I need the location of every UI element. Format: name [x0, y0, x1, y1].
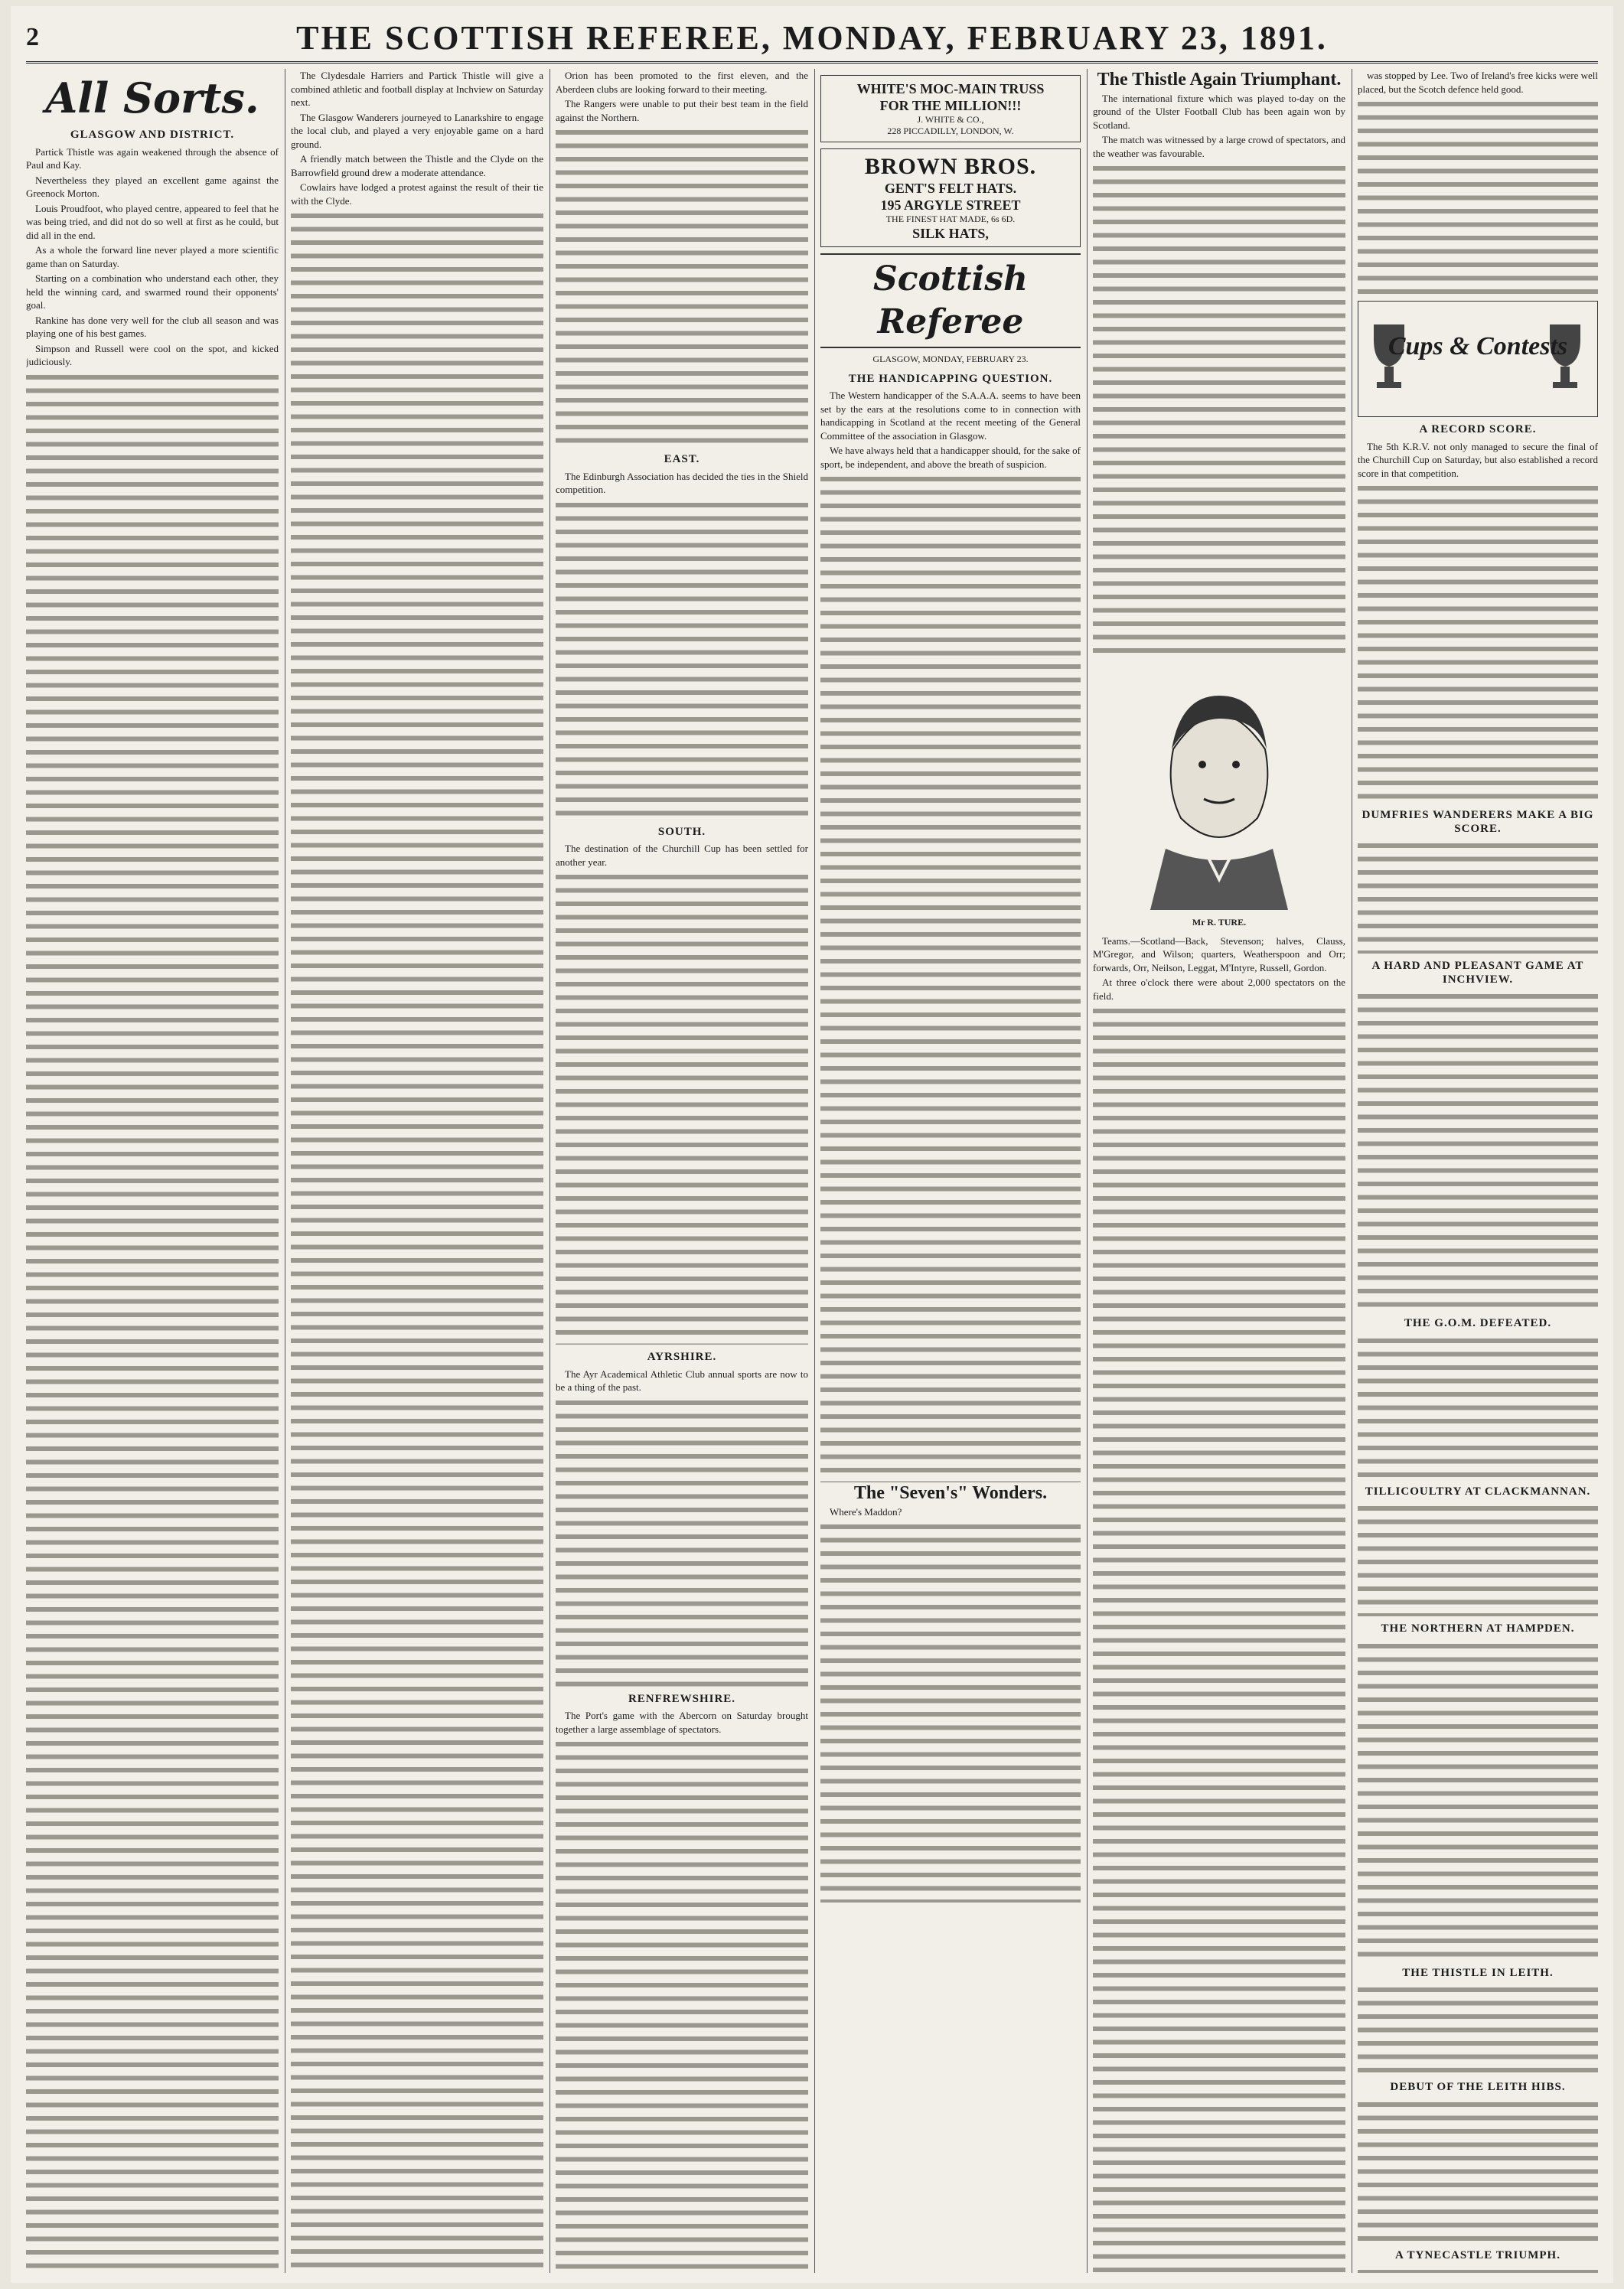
paragraph: Partick Thistle was again weakened through the absence of Paul and Kay. — [26, 145, 279, 171]
paragraph: A friendly match between the Thistle and the Clyde on the Barrowfield ground drew a moderate attendance. — [291, 153, 543, 178]
body-text-block — [1358, 481, 1598, 803]
truss-advertisement — [820, 75, 1081, 142]
subhead-renfrewshire: RENFREWSHIRE. — [628, 1692, 736, 1705]
column-6 — [1358, 69, 1598, 2273]
paragraph: Simpson and Russell were cool on the spot, and kicked judiciously. — [26, 342, 279, 367]
ad-line: SILK HATS, — [912, 226, 989, 241]
paragraph: The Glasgow Wanderers journeyed to Lanarkshire to engage the local club, and played a very enjoyable game on a hard ground. — [291, 111, 543, 150]
body-text-block — [1358, 1639, 1598, 1961]
paragraph: Teams.—Scotland—Back, Stevenson; halves, Clauss, M'Gregor, and Wilson; quarters, Weatherspoon and Orr; forwards, Orr, Neilson, Leggat, M'Intyre, Russell, Gordon. — [1093, 934, 1345, 973]
headline: TILLICOULTRY AT CLACKMANNAN. — [1365, 1485, 1591, 1498]
ad-line: 228 PICCADILLY, LONDON, W. — [887, 126, 1014, 136]
body-text-block — [820, 472, 1081, 1482]
subhead-east: EAST. — [664, 453, 700, 465]
paragraph: The destination of the Churchill Cup has been settled for another year. — [556, 843, 808, 868]
ad-line: THE FINEST HAT MADE, 6s 6D. — [885, 214, 1016, 224]
headline: A HARD AND PLEASANT GAME AT INCHVIEW. — [1371, 960, 1584, 986]
portrait-illustration — [1120, 665, 1319, 910]
headline: THE G.O.M. DEFEATED. — [1404, 1317, 1552, 1329]
ad-line: FOR THE MILLION!!! — [879, 98, 1022, 113]
body-text-block — [1358, 1502, 1598, 1616]
dateline: GLASGOW, MONDAY, FEBRUARY 23. — [872, 354, 1029, 364]
ad-line: GENT'S FELT HATS. — [884, 181, 1017, 196]
body-text-block — [1358, 97, 1598, 296]
paragraph: was stopped by Lee. Two of Ireland's free kicks were well placed, but the Scotch defence held good. — [1358, 70, 1598, 95]
paragraph: The Port's game with the Abercorn on Saturday brought together a large assemblage of spectators. — [556, 1710, 808, 1735]
column-rule — [549, 69, 550, 2273]
illustration-title: Cups & Contests — [1388, 332, 1568, 360]
paragraph: Where's Maddon? — [830, 1505, 902, 1518]
paper-title-script: Scottish Referee — [872, 259, 1029, 341]
body-text-block — [556, 870, 808, 1345]
paragraph: Cowlairs have lodged a protest against the result of their tie with the Clyde. — [291, 181, 543, 207]
paragraph: At three o'clock there were about 2,000 spectators on the field. — [1093, 977, 1345, 1002]
paragraph: Louis Proudfoot, who played centre, appeared to feel that he was being tried, and did not do so well at first as he could, but did all in the end. — [26, 202, 279, 241]
body-text-block — [1358, 2098, 1598, 2243]
body-text-block — [556, 1737, 808, 2273]
editorial-header — [820, 253, 1081, 348]
section-title-all-sorts: All Sorts. — [45, 73, 259, 122]
paragraph: Orion has been promoted to the first eleven, and the Aberdeen clubs are looking forward to their meeting. — [556, 70, 808, 95]
paragraph: The 5th K.R.V. not only managed to secure the final of the Churchill Cup on Saturday, but also established a record score in that competition. — [1358, 440, 1598, 479]
sevens-wonders-headline: The "Seven's" Wonders. — [853, 1483, 1048, 1503]
newspaper-page — [11, 6, 1613, 2283]
article-headline: THE HANDICAPPING QUESTION. — [848, 372, 1053, 385]
body-text-block — [1358, 2265, 1598, 2273]
paper-masthead-title: THE SCOTTISH REFEREE, MONDAY, FEBRUARY 23, 1891. — [296, 18, 1328, 57]
paragraph: The international fixture which was played to-day on the ground of the Ulster Football Club has been again won by Scotland. — [1093, 92, 1345, 131]
paragraph: We have always held that a handicapper should, for the sake of sport, be independent, and above the breath of suspicion. — [820, 445, 1081, 470]
subhead-south: SOUTH. — [657, 825, 706, 838]
headline: A TYNECASTLE TRIUMPH. — [1395, 2248, 1560, 2261]
ad-line: 195 ARGYLE STREET — [880, 197, 1021, 213]
body-text-block — [1358, 839, 1598, 954]
paragraph: The Edinburgh Association has decided the ties in the Shield competition. — [556, 470, 808, 495]
paragraph: Starting on a combination who understand each other, they held the winning card, and swarmed round their opponents' goal. — [26, 272, 279, 311]
column-5 — [1093, 69, 1345, 2273]
headline: THE THISTLE IN LEITH. — [1402, 1966, 1554, 1979]
paragraph: Nevertheless they played an excellent game against the Greenock Morton. — [26, 174, 279, 199]
paragraph: The Rangers were unable to put their best team in the field against the Northern. — [556, 98, 808, 123]
column-4 — [820, 69, 1081, 2273]
portrait-caption: Mr R. TURE. — [1192, 917, 1247, 928]
paragraph: The match was witnessed by a large crowd of spectators, and the weather was favourable. — [1093, 134, 1345, 159]
body-text-block — [1358, 990, 1598, 1311]
ad-line: J. WHITE & CO., — [917, 114, 984, 125]
body-text-block — [556, 1396, 808, 1687]
column-3 — [556, 69, 808, 2273]
body-text-block — [1093, 1004, 1345, 2273]
body-text-block — [291, 209, 543, 2273]
paragraph: The Western handicapper of the S.A.A.A. seems to have been set by the ears at the resolutions come to in connection with handicapping in Scotland at the recent meeting of the General Committee of the association in Glasgow. — [820, 390, 1081, 442]
body-text-block — [1093, 161, 1345, 659]
body-text-block — [1358, 1334, 1598, 1479]
thistle-headline: The Thistle Again Triumphant. — [1097, 70, 1342, 90]
hat-advertisement — [820, 148, 1081, 247]
paragraph: As a whole the forward line never played a more scientific game than on Saturday. — [26, 244, 279, 269]
body-text-block — [556, 126, 808, 447]
headline: DUMFRIES WANDERERS MAKE A BIG SCORE. — [1361, 809, 1594, 835]
headline: A RECORD SCORE. — [1419, 423, 1537, 435]
ad-line: BROWN BROS. — [864, 154, 1037, 179]
paragraph: The Clydesdale Harriers and Partick Thistle will give a combined athletic and football display at Inchview on Saturday next. — [291, 70, 543, 108]
ad-line: WHITE'S MOC-MAIN TRUSS — [856, 81, 1045, 96]
subhead-glasgow: GLASGOW AND DISTRICT. — [70, 129, 235, 141]
page-number: 2 — [26, 23, 39, 51]
cups-contests-illustration — [1358, 301, 1598, 417]
body-text-block — [556, 498, 808, 820]
paragraph: Rankine has done very well for the club all season and was playing one of his best games. — [26, 314, 279, 339]
body-text-block — [26, 370, 279, 2274]
masthead — [26, 14, 1598, 64]
column-rule — [1087, 69, 1088, 2273]
headline: THE NORTHERN AT HAMPDEN. — [1381, 1622, 1575, 1635]
subhead-ayrshire: AYRSHIRE. — [647, 1351, 717, 1363]
body-text-block — [1358, 1983, 1598, 2075]
column-rule — [814, 69, 815, 2273]
paragraph: The Ayr Academical Athletic Club annual sports are now to be a thing of the past. — [556, 1368, 808, 1393]
body-text-block — [820, 1520, 1081, 1903]
column-2 — [291, 69, 543, 2273]
headline: DEBUT OF THE LEITH HIBS. — [1390, 2081, 1566, 2093]
column-1 — [26, 69, 279, 2273]
